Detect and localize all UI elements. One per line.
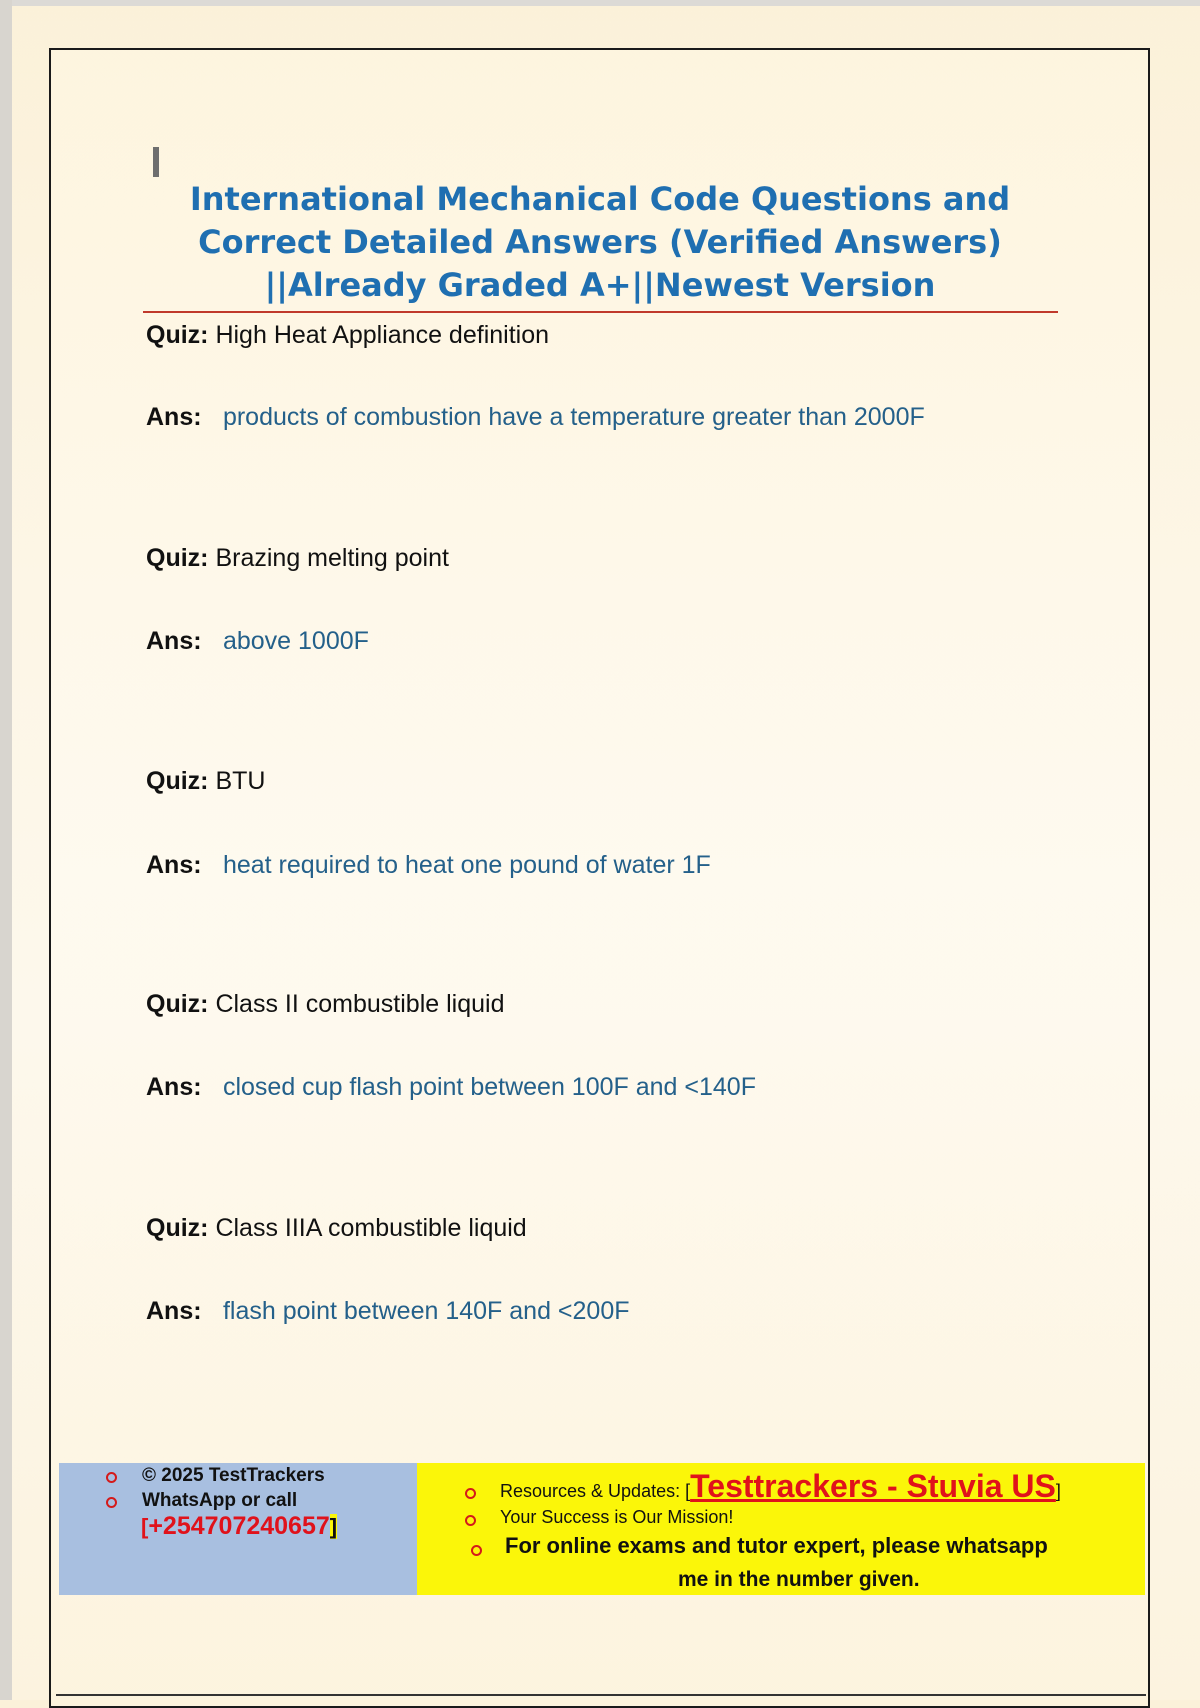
quiz-item xyxy=(146,321,549,350)
whatsapp-label: WhatsApp or call xyxy=(142,1490,298,1511)
phone-number[interactable]: +254707240657 xyxy=(148,1512,330,1540)
phone-bracket-open: [ xyxy=(141,1514,149,1539)
answer-item xyxy=(146,1073,756,1102)
answer-text: flash point between 140F and <200F xyxy=(222,1297,630,1325)
quiz-question: BTU xyxy=(215,767,266,795)
title-underline xyxy=(143,311,1058,313)
resources-line xyxy=(500,1468,1061,1505)
page-bottom-edge xyxy=(56,1694,1146,1696)
phone-line xyxy=(141,1512,337,1541)
answer-item xyxy=(146,1297,630,1326)
bullet-icon xyxy=(106,1472,117,1483)
copyright-text: © 2025 TestTrackers xyxy=(142,1465,325,1486)
viewer-top-edge xyxy=(0,0,1200,6)
quiz-question: Class II combustible liquid xyxy=(215,990,505,1018)
answer-item xyxy=(146,851,711,880)
stuvia-link[interactable]: Testtrackers - Stuvia US xyxy=(690,1468,1056,1504)
title-line-1: International Mechanical Code Questions and xyxy=(189,180,1011,218)
quiz-item xyxy=(146,544,449,573)
bullet-icon xyxy=(465,1515,476,1526)
bullet-icon xyxy=(471,1545,482,1556)
answer-label: Ans: xyxy=(146,627,202,655)
quiz-item xyxy=(146,767,265,796)
answer-label: Ans: xyxy=(146,1297,202,1325)
quiz-label: Quiz: xyxy=(146,321,209,349)
quiz-label: Quiz: xyxy=(146,544,209,572)
resources-bracket-close: ] xyxy=(1055,1481,1061,1501)
answer-text: above 1000F xyxy=(222,627,369,655)
bullet-icon xyxy=(465,1488,476,1499)
quiz-item xyxy=(146,990,504,1019)
text-cursor xyxy=(153,147,159,177)
quiz-question: Class IIIA combustible liquid xyxy=(215,1214,527,1242)
quiz-label: Quiz: xyxy=(146,1214,209,1242)
promo-line-1: For online exams and tutor expert, please whatsapp xyxy=(505,1533,1048,1558)
answer-item xyxy=(146,627,369,656)
bullet-icon xyxy=(106,1497,117,1508)
answer-text: closed cup flash point between 100F and <140F xyxy=(222,1073,756,1101)
title-line-3: ||Already Graded A+||Newest Version xyxy=(264,266,936,304)
answer-label: Ans: xyxy=(146,851,202,879)
resources-label: Resources & Updates: [ xyxy=(500,1481,691,1501)
answer-label: Ans: xyxy=(146,403,202,431)
answer-text: heat required to heat one pound of water 1F xyxy=(222,851,711,879)
answer-label: Ans: xyxy=(146,1073,202,1101)
viewer-left-edge xyxy=(0,0,12,1700)
quiz-question: Brazing melting point xyxy=(215,544,449,572)
quiz-item xyxy=(146,1214,527,1243)
mission-text: Your Success is Our Mission! xyxy=(500,1507,734,1527)
phone-bracket-close: ] xyxy=(329,1514,338,1539)
quiz-label: Quiz: xyxy=(146,767,209,795)
document-title xyxy=(150,178,1050,307)
answer-text: products of combustion have a temperature greater than 2000F xyxy=(222,403,925,431)
quiz-question: High Heat Appliance definition xyxy=(215,321,550,349)
answer-item xyxy=(146,403,925,432)
title-line-2: Correct Detailed Answers (Verified Answers) xyxy=(198,223,1002,261)
quiz-label: Quiz: xyxy=(146,990,209,1018)
promo-line-2: me in the number given. xyxy=(678,1568,920,1591)
